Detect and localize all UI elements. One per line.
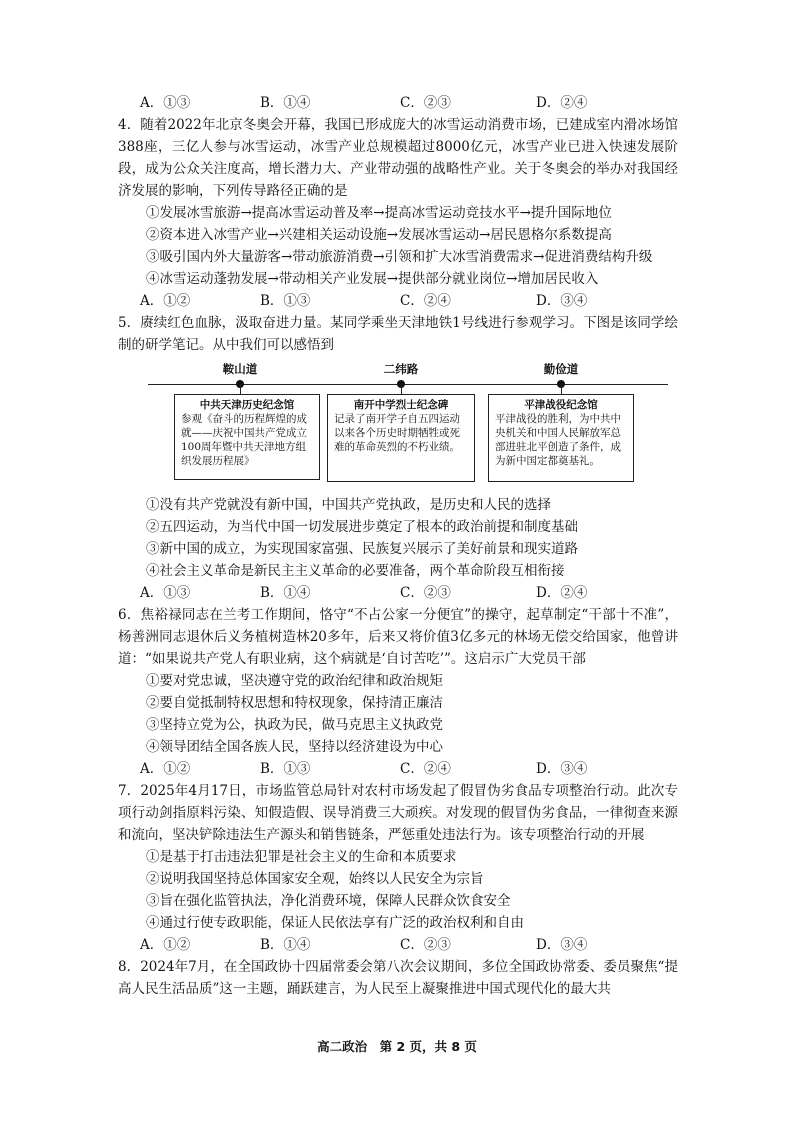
station-box-text: 参观《奋斗的历程辉煌的成就——庆祝中国共产党成立100周年暨中共天津地方组织发展历程展》 — [181, 413, 307, 467]
q7-options — [118, 934, 678, 956]
page-footer: 高二政治 第 2 页，共 8 页 — [317, 1039, 477, 1054]
option-d: D．③④ — [536, 293, 588, 309]
question-6 — [118, 604, 678, 780]
question-8-stem: 8．2024年7月，在全国政协十四届常委会第八次会议期间，多位全国政协常委、委员聚焦“提高人民生活品质”这一主题，踊跃建言，为人民至上凝聚推进中国式现代化的最大共 — [118, 959, 678, 997]
question-5 — [118, 312, 678, 604]
station-box-title: 南开中学烈士纪念碑 — [353, 399, 449, 411]
q6-item-3: ③坚持立党为公，执政为民，做马克思主义执政党 — [146, 717, 443, 733]
q4-item-2: ②资本进入冰雪产业→兴建相关运动设施→发展冰雪运动→居民恩格尔系数提高 — [146, 227, 612, 243]
q6-options — [118, 758, 678, 780]
option-d: D．③④ — [536, 761, 588, 777]
q6-item-2: ②要自觉抵制特权思想和特权现象，保持清正廉洁 — [146, 695, 443, 711]
q5-item-1: ①没有共产党就没有新中国，中国共产党执政，是历史和人民的选择 — [146, 497, 551, 513]
option-c: C．②④ — [400, 293, 451, 309]
q4-item-1: ①发展冰雪旅游→提高冰雪运动普及率→提高冰雪运动竞技水平→提升国际地位 — [146, 205, 612, 221]
station-box-title: 平津战役纪念馆 — [524, 399, 598, 411]
q4-options — [118, 290, 678, 312]
option-d: D．②④ — [536, 95, 588, 111]
q4-item-4: ④冰雪运动蓬勃发展→带动相关产业发展→提供部分就业岗位→增加居民收入 — [146, 271, 599, 287]
station-stem-3 — [561, 384, 562, 394]
option-c: C．②④ — [400, 761, 451, 777]
q4-item-3: ③吸引国内外大量游客→带动旅游消费→引领和扩大冰雪消费需求→促进消费结构升级 — [146, 249, 653, 265]
q7-item-2: ②说明我国坚持总体国家安全观，始终以人民安全为宗旨 — [146, 871, 484, 887]
option-b: B．①③ — [260, 761, 311, 777]
option-a: A．①③ — [140, 585, 191, 601]
q5-item-2: ②五四运动，为当代中国一切发展进步奠定了根本的政治前提和制度基础 — [146, 519, 578, 535]
station-name-1: 鞍山道 — [222, 362, 258, 376]
question-6-stem: 6．焦裕禄同志在兰考工作期间，恪守“不占公家一分便宜”的操守，起草制定“干部十不准”，杨善洲同志退休后义务植树造林20多年，后来又将价值3亿多元的林场无偿交给国家，他曾讲道：“如果说共产党人有职业病，这个病就是‘自讨苦吃’”。这启示广大党员干部 — [118, 607, 678, 667]
station-box-title: 中共天津历史纪念馆 — [199, 399, 295, 411]
q5-item-3: ③新中国的成立，为实现国家富强、民族复兴展示了美好前景和现实道路 — [146, 541, 578, 557]
option-c: C．②③ — [400, 937, 451, 953]
station-box-1 — [174, 394, 320, 480]
option-a: A．①② — [140, 293, 191, 309]
station-box-2 — [327, 394, 475, 482]
question-4 — [118, 114, 678, 312]
question-7 — [118, 780, 678, 956]
q5-options — [118, 582, 678, 604]
option-b: B．①④ — [260, 937, 311, 953]
q5-item-4: ④社会主义革命是新民主主义革命的必要准备，两个革命阶段互相衔接 — [146, 563, 565, 579]
option-b: B．①④ — [260, 95, 311, 111]
page-content — [118, 92, 678, 1000]
option-a: A．①② — [140, 761, 191, 777]
question-5-stem: 5．赓续红色血脉，汲取奋进力量。某同学乘坐天津地铁1号线进行参观学习。下图是该同学绘制的研学笔记。从中我们可以感悟到 — [118, 315, 678, 353]
option-a: A．①② — [140, 937, 191, 953]
q6-item-1: ①要对党忠诚，坚决遵守党的政治纪律和政治规矩 — [146, 673, 443, 689]
q6-item-4: ④领导团结全国各族人民，坚持以经济建设为中心 — [146, 739, 443, 755]
station-name-3: 勤俭道 — [543, 362, 579, 376]
station-stem-1 — [240, 384, 241, 394]
station-name-2: 二纬路 — [383, 362, 419, 376]
q3-options — [118, 92, 678, 114]
option-b: B．①③ — [260, 293, 311, 309]
q7-item-4: ④通过行使专政职能，保证人民依法享有广泛的政治权利和自由 — [146, 915, 524, 931]
option-d: D．③④ — [536, 937, 588, 953]
station-box-3 — [488, 394, 634, 482]
metro-timeline-figure — [118, 362, 678, 488]
q7-item-3: ③旨在强化监管执法，净化消费环境，保障人民群众饮食安全 — [146, 893, 511, 909]
option-d: D．②④ — [536, 585, 588, 601]
option-b: B．①④ — [260, 585, 311, 601]
station-box-text: 记录了南开学子自五四运动以来各个历史时期牺牲或死难的革命英烈的不朽业绩。 — [334, 413, 460, 453]
option-c: C．②③ — [400, 95, 451, 111]
metro-line — [148, 384, 668, 385]
option-a: A．①③ — [140, 95, 191, 111]
option-c: C．②③ — [400, 585, 451, 601]
q7-item-1: ①是基于打击违法犯罪是社会主义的生命和本质要求 — [146, 849, 457, 865]
question-4-stem: 4．随着2022年北京冬奥会开幕，我国已形成庞大的冰雪运动消费市场，已建成室内滑冰场馆388座，三亿人参与冰雪运动，冰雪产业总规模超过8000亿元，冰雪产业已进入快速发展阶段，成为公众关注度高，增长潜力大、产业带动强的战略性产业。关于冬奥会的举办对我国经济发展的影响，下列传导路径正确的是 — [118, 117, 678, 199]
station-stem-2 — [401, 384, 402, 394]
station-box-text: 平津战役的胜利，为中共中央机关和中国人民解放军总部进驻北平创造了条件，成为新中国定都奠基礼。 — [495, 413, 621, 467]
question-7-stem: 7．2025年4月17日，市场监管总局针对农村市场发起了假冒伪劣食品专项整治行动。此次专项行动剑指原料污染、知假造假、误导消费三大顽疾。对发现的假冒伪劣食品，一律彻查来源和流向，坚决铲除违法生产源头和销售链条，严惩重处违法行为。该专项整治行动的开展 — [118, 783, 678, 843]
question-8 — [118, 956, 678, 1000]
